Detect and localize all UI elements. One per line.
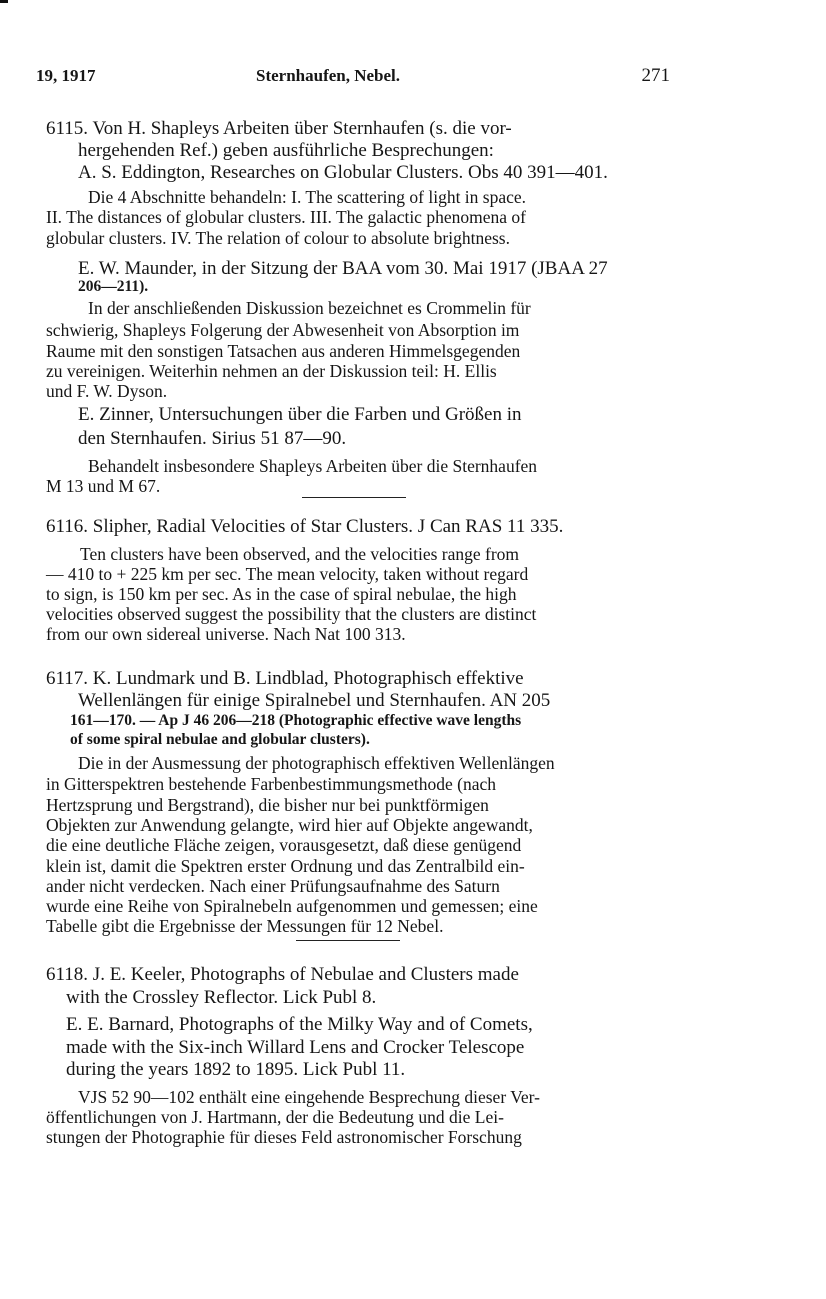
entry-6115-heading: 6115. Von H. Shapleys Arbeiten über Sternhaufen (s. die vor- (46, 118, 512, 139)
ref-barnard-cont: during the years 1892 to 1895. Lick Publ 11. (66, 1059, 406, 1080)
ref-barnard: E. E. Barnard, Photographs of the Milky Way and of Comets, (66, 1014, 533, 1035)
para-line: globular clusters. IV. The relation of colour to absolute brightness. (46, 228, 510, 248)
ref-maunder: E. W. Maunder, in der Sitzung der BAA vom 30. Mai 1917 (JBAA 27 (78, 258, 608, 279)
para-line: In der anschließenden Diskussion bezeichnet es Crommelin für (88, 298, 531, 318)
ref-zinner-cont: den Sternhaufen. Sirius 51 87—90. (78, 428, 347, 449)
para-line: öffentlichungen von J. Hartmann, der die Bedeutung und die Lei- (46, 1107, 504, 1127)
entry-6116-heading: 6116. Slipher, Radial Velocities of Star Clusters. J Can RAS 11 335. (46, 516, 564, 537)
para-line: to sign, is 150 km per sec. As in the case of spiral nebulae, the high (46, 584, 517, 604)
ref-maunder-cont: 206—211). (78, 278, 149, 295)
para-line: VJS 52 90—102 enthält eine eingehende Besprechung dieser Ver- (78, 1087, 540, 1107)
para-line: die eine deutliche Fläche zeigen, vorausgesetzt, daß diese genügend (46, 835, 522, 855)
para-line: Tabelle gibt die Ergebnisse der Messungen für 12 Nebel. (46, 916, 444, 936)
para-line: II. The distances of globular clusters. III. The galactic phenomena of (46, 207, 526, 227)
para-line: — 410 to + 225 km per sec. The mean velocity, taken without regard (46, 564, 529, 584)
section-divider (302, 497, 406, 498)
page-number: 271 (641, 65, 670, 86)
para-line: Ten clusters have been observed, and the velocities range from (80, 544, 520, 564)
para-line: schwierig, Shapleys Folgerung der Abwesenheit von Absorption im (46, 320, 520, 340)
para-line: Raume mit den sonstigen Tatsachen aus anderen Himmelsgegenden (46, 341, 521, 361)
ref-zinner: E. Zinner, Untersuchungen über die Farben und Größen in (78, 404, 522, 425)
scan-corner-mark (0, 0, 8, 3)
entry-6115-heading-cont: hergehenden Ref.) geben ausführliche Besprechungen: (78, 140, 494, 161)
para-line: in Gitterspektren bestehende Farbenbestimmungsmethode (nach (46, 774, 497, 794)
para-line: zu vereinigen. Weiterhin nehmen an der Diskussion teil: H. Ellis (46, 361, 497, 381)
para-line: klein ist, damit die Spektren erster Ordnung und das Zentralbild ein- (46, 856, 525, 876)
section-divider (296, 940, 400, 941)
header-issue: 19, 1917 (36, 66, 96, 85)
ref-barnard-cont: made with the Six-inch Willard Lens and Crocker Telescope (66, 1037, 525, 1058)
para-line: Hertzsprung und Bergstrand), die bisher nur bei punktförmigen (46, 795, 489, 815)
para-line: und F. W. Dyson. (46, 381, 168, 401)
entry-6117-heading-cont: Wellenlängen für einige Spiralnebel und Sternhaufen. AN 205 (78, 690, 551, 711)
para-line: Objekten zur Anwendung gelangte, wird hier auf Objekte angewandt, (46, 815, 533, 835)
running-header (36, 66, 670, 90)
para-line: wurde eine Reihe von Spiralnebeln aufgenommen und gemessen; eine (46, 896, 538, 916)
entry-6118-heading-cont: with the Crossley Reflector. Lick Publ 8. (66, 987, 377, 1008)
entry-6117-heading: 6117. K. Lundmark und B. Lindblad, Photographisch effektive (46, 668, 524, 689)
ref-apj: 161—170. — Ap J 46 206—218 (Photographic effective wave lengths (70, 712, 522, 729)
para-line: Behandelt insbesondere Shapleys Arbeiten über die Sternhaufen (88, 456, 538, 476)
para-line: velocities observed suggest the possibility that the clusters are distinct (46, 604, 537, 624)
para-line: ander nicht verdecken. Nach einer Prüfungsaufnahme des Saturn (46, 876, 500, 896)
para-line: from our own sidereal universe. Nach Nat 100 313. (46, 624, 406, 644)
para-line: stungen der Photographie für dieses Feld astronomischer Forschung (46, 1127, 522, 1147)
ref-apj-cont: of some spiral nebulae and globular clusters). (70, 731, 370, 748)
para-line: Die in der Ausmessung der photographisch effektiven Wellenlängen (78, 753, 555, 773)
entry-6118-heading: 6118. J. E. Keeler, Photographs of Nebulae and Clusters made (46, 964, 519, 985)
para-line: Die 4 Abschnitte behandeln: I. The scattering of light in space. (88, 187, 527, 207)
para-line: M 13 und M 67. (46, 476, 161, 496)
header-title: Sternhaufen, Nebel. (256, 66, 401, 85)
ref-eddington: A. S. Eddington, Researches on Globular Clusters. Obs 40 391—401. (78, 162, 608, 183)
